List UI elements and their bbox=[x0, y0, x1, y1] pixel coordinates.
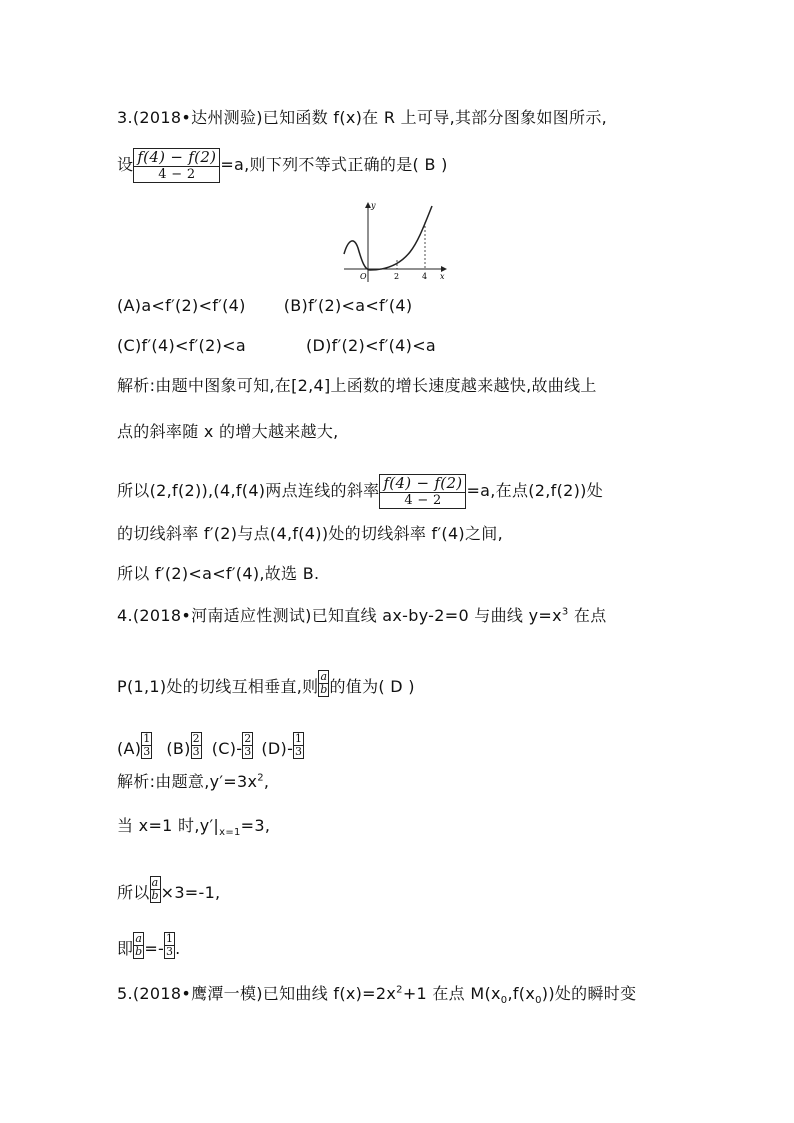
q4-sol3-fraction bbox=[150, 876, 161, 903]
q3-sol-slope-fraction bbox=[379, 474, 466, 509]
q4-sol3-frac-num: a bbox=[151, 876, 159, 889]
q4-sol4-suffix: . bbox=[175, 939, 181, 958]
q4-line2-suffix: 的值为( D ) bbox=[329, 677, 415, 696]
q3-prefix: 设 bbox=[117, 155, 134, 174]
q5-text-mid2: ,f(x bbox=[507, 984, 536, 1003]
q4-option-a-den: 3 bbox=[143, 745, 151, 758]
q4-sol3-text: 所以 bbox=[117, 883, 150, 902]
q3-option-c: (C)f′(4)<f′(2)<a bbox=[117, 336, 246, 355]
q5-text-mid: +1 在点 M(x bbox=[402, 984, 501, 1003]
q5-statement-line1 bbox=[117, 984, 637, 1007]
q3-solution-line5: 所以 f′(2)<a<f′(4),故选 B. bbox=[117, 564, 320, 583]
q4-solution-line2 bbox=[117, 816, 271, 839]
q3-sol3-suffix: =a,在点(2,f(2))处 bbox=[466, 481, 603, 500]
q4-option-a-fraction bbox=[141, 732, 152, 759]
q3-solution-line3 bbox=[117, 474, 603, 509]
q4-sol4-frac-b: b bbox=[135, 945, 143, 958]
q3-sol-fraction-denominator: 4 − 2 bbox=[404, 493, 442, 508]
q3-suffix: =a,则下列不等式正确的是( B ) bbox=[220, 155, 448, 174]
q4-solution-line4 bbox=[117, 932, 180, 959]
q5-text-suffix: ))处的瞬时变 bbox=[541, 984, 637, 1003]
q3-options-row1 bbox=[117, 296, 412, 316]
q4-option-c-num: 2 bbox=[244, 732, 252, 745]
q4-sol3-suffix: ×3=-1, bbox=[160, 883, 221, 902]
q3-fraction-numerator: f(4) − f(2) bbox=[134, 149, 219, 167]
q4-solution-line3 bbox=[117, 876, 220, 903]
q5-subscript-2: 0 bbox=[535, 995, 542, 1007]
q4-line1-text: 4.(2018•河南适应性测试)已知直线 ax-by-2=0 与曲线 y=x bbox=[117, 606, 562, 625]
q4-option-c-fraction bbox=[242, 732, 253, 759]
q4-options-row bbox=[117, 732, 304, 759]
q4-line1-suffix: 在点 bbox=[568, 606, 607, 625]
q3-option-d: (D)f′(2)<f′(4)<a bbox=[305, 336, 437, 355]
q4-a-over-b-fraction bbox=[318, 670, 329, 697]
q4-sol4-frac-a: a bbox=[135, 932, 143, 945]
q4-option-a-num: 1 bbox=[143, 732, 151, 745]
q4-sol4-den: 3 bbox=[165, 945, 174, 958]
q3-solution-line4: 的切线斜率 f′(2)与点(4,f(4))处的切线斜率 f′(4)之间, bbox=[117, 524, 503, 543]
tick-label-4: 4 bbox=[422, 272, 428, 281]
q5-exponent: 2 bbox=[396, 984, 403, 996]
q4-sol4-mid: =- bbox=[144, 939, 165, 958]
q3-statement-line2 bbox=[117, 148, 448, 183]
q4-option-d-num: 1 bbox=[294, 732, 303, 745]
q3-sol3-prefix: 所以(2,f(2)),(4,f(4)两点连线的斜率 bbox=[117, 481, 380, 500]
q3-option-a: (A)a<f′(2)<f′(4) bbox=[117, 296, 246, 315]
q4-frac-num: a bbox=[320, 670, 328, 683]
q4-option-b-den: 3 bbox=[192, 745, 200, 758]
q3-slope-fraction bbox=[133, 148, 220, 183]
q3-solution-line2: 点的斜率随 x 的增大越来越大, bbox=[117, 422, 339, 441]
q3-option-b: (B)f′(2)<a<f′(4) bbox=[283, 296, 413, 315]
q4-sol4-text: 即 bbox=[117, 939, 134, 958]
tick-label-2: 2 bbox=[394, 272, 400, 281]
q4-statement-line2 bbox=[117, 670, 415, 697]
function-curve bbox=[344, 206, 432, 270]
q4-sol2-subscript: x=1 bbox=[219, 827, 241, 839]
q4-option-a-label: (A) bbox=[117, 739, 142, 758]
q4-sol2-suffix: =3, bbox=[240, 816, 271, 835]
q4-sol4-fraction-ab bbox=[133, 932, 144, 959]
q4-sol1-suffix: , bbox=[263, 772, 270, 791]
q3-options-row2 bbox=[117, 336, 436, 356]
q4-line2-text: P(1,1)处的切线互相垂直,则 bbox=[117, 677, 319, 696]
q3-fraction-denominator: 4 − 2 bbox=[158, 167, 196, 182]
y-axis-label: y bbox=[371, 201, 376, 210]
q4-sol2-text: 当 x=1 时,y′| bbox=[117, 816, 220, 835]
q4-sol3-frac-den: b bbox=[151, 889, 159, 902]
q4-sol1-exponent: 2 bbox=[257, 772, 264, 784]
q4-option-c-label: (C)- bbox=[211, 739, 243, 758]
q4-exponent: 3 bbox=[561, 606, 569, 618]
q5-text-prefix: 5.(2018•鹰潭一模)已知曲线 f(x)=2x bbox=[117, 984, 397, 1003]
q4-option-b-num: 2 bbox=[192, 732, 200, 745]
q3-function-graph bbox=[340, 200, 450, 285]
x-axis-label: x bbox=[440, 272, 445, 281]
q4-option-d-label: (D)- bbox=[261, 739, 294, 758]
q4-frac-den: b bbox=[320, 683, 328, 696]
q3-sol-fraction-numerator: f(4) − f(2) bbox=[380, 475, 465, 493]
q4-option-d-fraction bbox=[293, 732, 304, 759]
q4-option-c-den: 3 bbox=[244, 745, 252, 758]
origin-label: O bbox=[360, 272, 367, 281]
q4-sol4-num: 1 bbox=[165, 932, 174, 945]
q4-sol4-fraction-result bbox=[164, 932, 175, 959]
q4-solution-line1 bbox=[117, 772, 269, 792]
q3-solution-line1: 解析:由题中图象可知,在[2,4]上函数的增长速度越来越快,故曲线上 bbox=[117, 376, 597, 395]
q4-sol1-text: 解析:由题意,y′=3x bbox=[117, 772, 258, 791]
q5-subscript-1: 0 bbox=[500, 995, 508, 1007]
q3-statement-line1: 3.(2018•达州测验)已知函数 f(x)在 R 上可导,其部分图象如图所示, bbox=[117, 108, 608, 127]
q4-option-b-fraction bbox=[191, 732, 202, 759]
q4-option-d-den: 3 bbox=[294, 745, 303, 758]
q4-option-b-label: (B) bbox=[166, 739, 191, 758]
q4-statement-line1 bbox=[117, 606, 607, 626]
